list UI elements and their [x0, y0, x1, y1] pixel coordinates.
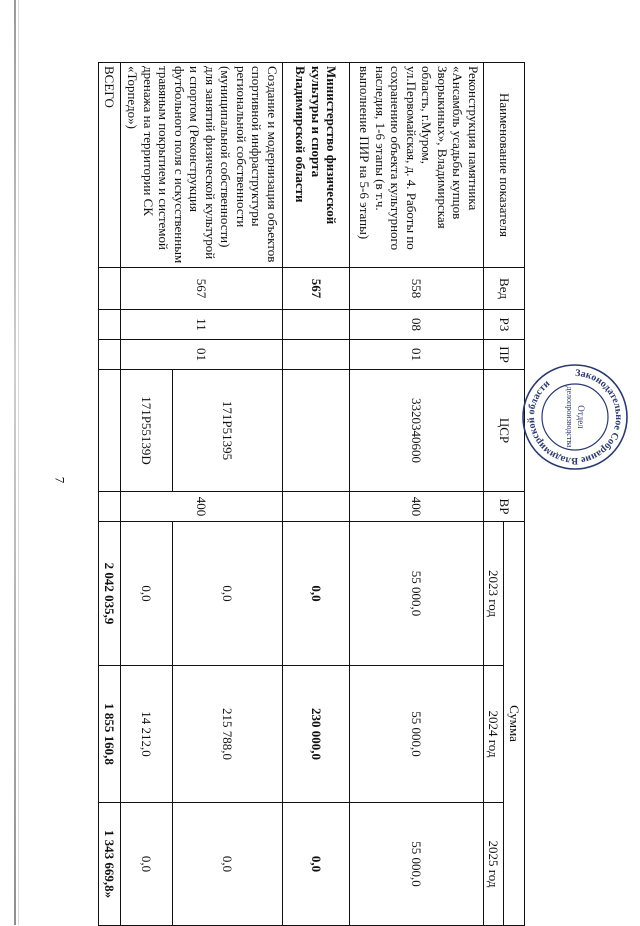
- table-row: [173, 63, 283, 926]
- row1-vr: 400: [350, 492, 484, 522]
- row3a-2025: 0,0: [173, 803, 283, 926]
- row2-csr: [283, 370, 350, 492]
- row3a-2023: 0,0: [173, 522, 283, 666]
- table-row: [350, 63, 484, 926]
- row3-ved: 567: [121, 268, 283, 310]
- row3-csr-a: 171P51395: [173, 370, 283, 492]
- budget-table: [98, 62, 525, 926]
- header-rz: РЗ: [484, 310, 525, 340]
- row2-2023: 0,0: [283, 522, 350, 666]
- row3-vr: 400: [121, 492, 283, 522]
- row1-2025: 55 000,0: [350, 803, 484, 926]
- stamp-inner-ring: [542, 384, 608, 450]
- total-2023: 2 042 035,9: [99, 522, 121, 666]
- header-sum: Сумма: [504, 522, 525, 926]
- header-2023: 2023 год: [484, 522, 505, 666]
- row1-rz: 08: [350, 310, 484, 340]
- table-row: [283, 63, 350, 926]
- row2-rz: [283, 310, 350, 340]
- total-row: [99, 63, 121, 926]
- row3b-2023: 0,0: [121, 522, 173, 666]
- row1-ved: 558: [350, 268, 484, 310]
- row2-vr: [283, 492, 350, 522]
- header-2025: 2025 год: [484, 803, 505, 926]
- stamp-outer-ring: [523, 365, 627, 469]
- row1-pr: 01: [350, 340, 484, 370]
- official-stamp: [520, 362, 630, 472]
- total-2025: 1 343 669,8»: [99, 803, 121, 926]
- row2-ved: 567: [283, 268, 350, 310]
- row2-2025: 0,0: [283, 803, 350, 926]
- total-label: ВСЕГО: [99, 63, 121, 268]
- landscape-content: [102, 62, 525, 925]
- header-csr: ЦСР: [484, 370, 525, 492]
- header-2024: 2024 год: [484, 666, 505, 803]
- scan-page-edge-inner: [18, 0, 19, 925]
- stamp-center-line2: делопроизводства: [565, 386, 574, 448]
- row3-rz: 11: [121, 310, 283, 340]
- row3a-2024: 215 788,0: [173, 666, 283, 803]
- row2-2024: 230 000,0: [283, 666, 350, 803]
- header-pr: ПР: [484, 340, 525, 370]
- row1-2024: 55 000,0: [350, 666, 484, 803]
- row3-csr-b: 171P55139D: [121, 370, 173, 492]
- row1-csr: 3320340600: [350, 370, 484, 492]
- header-ved: Вед: [484, 268, 525, 310]
- row3b-2025: 0,0: [121, 803, 173, 926]
- header-vr: ВР: [484, 492, 525, 522]
- row2-pr: [283, 340, 350, 370]
- stamp-center-line1: Отдел: [576, 405, 586, 429]
- page-number: 7: [52, 476, 68, 484]
- scan-page-edge: [14, 0, 16, 925]
- row3-pr: 01: [121, 340, 283, 370]
- stamp-ring-text: Законодательное Собрание Владимирской области: [525, 367, 625, 467]
- row3b-2024: 14 212,0: [121, 666, 173, 803]
- row1-2023: 55 000,0: [350, 522, 484, 666]
- header-name: Наименование показателя: [484, 63, 525, 268]
- row3-name: Создание и модернизация объектов спортивной инфраструктуры региональной собственности (муниципальной собственности) для занятий физической культурой и спортом (Реконструкция футбольного поля с искусственным травяным покрытием и системой дренажа на территории СК «Торпедо»): [121, 63, 283, 268]
- rotated-page: [102, 62, 525, 925]
- row1-name: Реконструкция памятника «Ансамбль усадьбы купцов Зворыкиных», Владимирская область, г.Муром, ул.Первомайская, д. 4. Работы по сохранению объекта культурного наследия, 1-6 этапы (в т.ч. выполнение ПИР на 5-6 этапы): [350, 63, 484, 268]
- total-2024: 1 855 160,8: [99, 666, 121, 803]
- row2-name: Министерство физической культуры и спорта Владимирской области: [283, 63, 350, 268]
